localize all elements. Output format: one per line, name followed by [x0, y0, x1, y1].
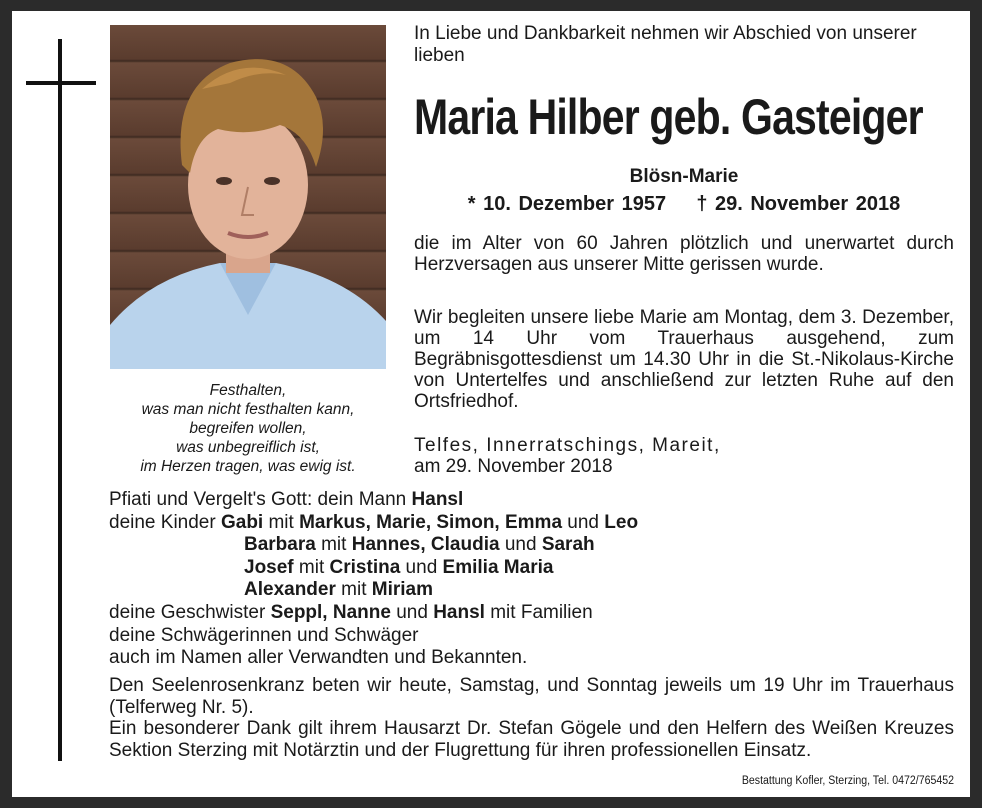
text: Pfiati und Vergelt's Gott: dein Mann: [109, 489, 412, 510]
deceased-name: Maria Hilber geb. Gasteiger: [414, 89, 923, 145]
family-list: [109, 489, 959, 670]
poem: [110, 381, 386, 476]
birth-date: * 10. Dezember 1957: [467, 193, 667, 215]
death-date: † 29. November 2018: [696, 193, 901, 215]
portrait-photo: [110, 25, 386, 369]
family-row-in-laws: deine Schwägerinnen und Schwäger: [109, 624, 419, 646]
family-row-children: [109, 512, 959, 535]
name-bold: Barbara: [244, 534, 316, 556]
name-bold: Markus, Marie, Simon, Emma: [299, 511, 563, 533]
text: mit: [263, 511, 300, 533]
text: und: [562, 511, 605, 533]
place-line: Telfes, Innerratschings, Mareit,: [414, 435, 721, 456]
family-row-husband: [109, 489, 959, 512]
name-bold: Emilia Maria: [442, 556, 554, 578]
name-bold: Hannes, Claudia: [351, 534, 500, 556]
obituary-notice: [12, 11, 970, 797]
name-bold: Seppl, Nanne: [270, 601, 391, 623]
text: mit: [335, 579, 372, 601]
text: deine Kinder: [109, 511, 221, 533]
paragraph-funeral: Wir begleiten unsere liebe Marie am Montag, dem 3. Dezember, um 14 Uhr vom Trauerhaus ausgehend, zum Begräbnisgottesdienst um 14.30 Uhr in die St.-Nikolaus-Kirche von Untertelfes und anschließend zur letzten Ruhe auf den Ortsfriedhof.: [414, 307, 954, 412]
poem-line: Festhalten,: [209, 382, 287, 399]
family-row-relatives: auch im Namen aller Verwandten und Bekannten.: [109, 647, 528, 669]
poem-line: was unbegreiflich ist,: [176, 439, 320, 456]
life-dates: [414, 193, 954, 216]
text: und: [400, 556, 443, 578]
name-bold: Miriam: [371, 579, 434, 601]
closing-text: [109, 675, 954, 761]
family-row-siblings: [109, 602, 959, 625]
rosary-note: Den Seelenrosenkranz beten wir heute, Samstag, und Sonntag jeweils um 19 Uhr im Trauerhaus (Telferweg Nr. 5).: [109, 675, 954, 718]
name-bold: Sarah: [541, 534, 595, 556]
name-bold: Gabi: [220, 511, 264, 533]
paragraph-death: die im Alter von 60 Jahren plötzlich und unerwartet durch Herzversagen aus unserer Mitte gerissen wurde.: [414, 233, 954, 275]
name-bold: Leo: [604, 511, 639, 533]
name-bold: Cristina: [329, 556, 401, 578]
cross-icon-bar: [26, 81, 96, 85]
name-bold: Alexander: [244, 579, 336, 601]
text: deine Geschwister: [109, 601, 271, 623]
text: mit: [293, 556, 330, 578]
intro-text: In Liebe und Dankbarkeit nehmen wir Abschied von unserer lieben: [414, 23, 917, 66]
text: und: [499, 534, 542, 556]
place-date: [414, 435, 954, 477]
name-bold: Hansl: [411, 489, 464, 510]
name-bold: Hansl: [433, 601, 485, 623]
date-line: am 29. November 2018: [414, 456, 613, 477]
text: mit: [315, 534, 352, 556]
nickname: Blösn-Marie: [629, 166, 739, 187]
family-row-child: [109, 557, 959, 580]
thanks-note: Ein besonderer Dank gilt ihrem Hausarzt Dr. Stefan Gögele und den Helfern des Weißen Kreuzes Sektion Sterzing mit Notärztin und der Flugrettung für ihren professionellen Einsatz.: [109, 718, 954, 761]
poem-line: was man nicht festhalten kann,: [141, 401, 355, 418]
family-row-child: [109, 534, 959, 557]
text: und: [390, 601, 434, 623]
undertaker-contact: Bestattung Kofler, Sterzing, Tel. 0472/765452: [741, 775, 954, 787]
poem-line: begreifen wollen,: [189, 420, 307, 437]
name-bold: Josef: [244, 556, 294, 578]
portrait-illustration: [110, 25, 386, 369]
poem-line: im Herzen tragen, was ewig ist.: [140, 458, 356, 475]
cross-icon: [58, 39, 62, 761]
text: mit Familien: [484, 601, 593, 623]
family-row-child: [109, 579, 959, 602]
